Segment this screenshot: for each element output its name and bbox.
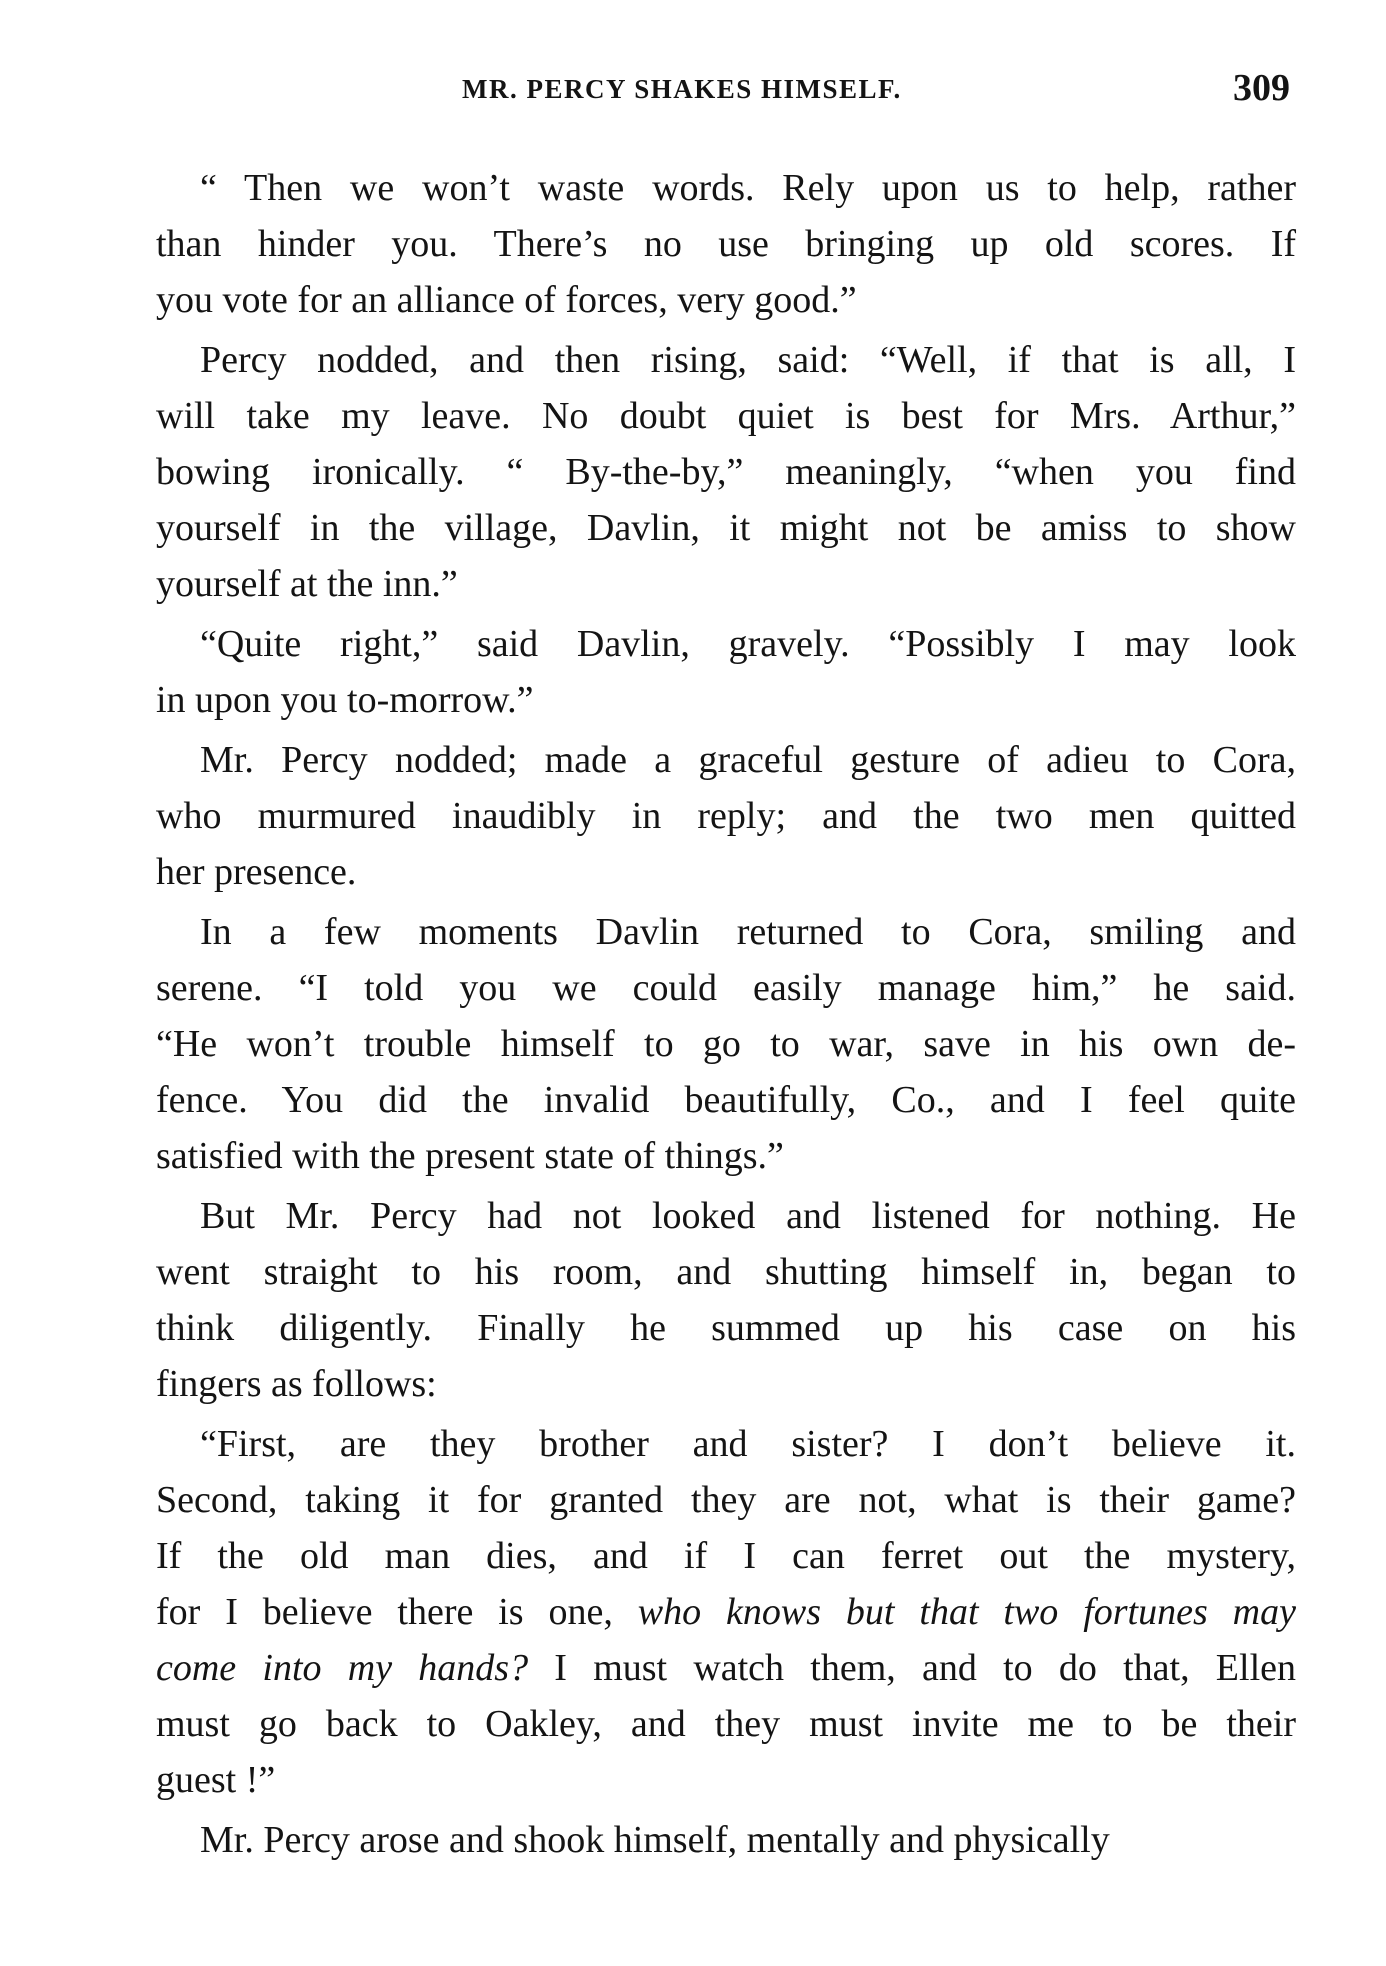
text-run: I must watch them, and to do that, Ellen bbox=[528, 1647, 1296, 1689]
running-head bbox=[0, 62, 1386, 122]
paragraph bbox=[156, 1812, 1296, 1868]
paragraph bbox=[156, 332, 1296, 612]
running-title: MR. PERCY SHAKES HIMSELF. bbox=[462, 74, 902, 104]
text-line: serene. “I told you we could easily manage him,” he said. bbox=[156, 967, 1296, 1009]
paragraph bbox=[156, 1416, 1296, 1808]
text-line: Mr. Percy nodded; made a graceful gesture of adieu to Cora, bbox=[200, 739, 1296, 781]
text-line-mixed bbox=[156, 1640, 1296, 1696]
text-line-mixed bbox=[156, 1584, 1296, 1640]
paragraph bbox=[156, 160, 1296, 328]
text-line: “He won’t trouble himself to go to war, save in his own de- bbox=[156, 1023, 1296, 1065]
text-line: fingers as follows: bbox=[156, 1363, 437, 1405]
text-line: think diligently. Finally he summed up his case on his bbox=[156, 1307, 1296, 1349]
text-line: her presence. bbox=[156, 851, 357, 893]
text-line: “Quite right,” said Davlin, gravely. “Possibly I may look bbox=[200, 623, 1296, 665]
text-line: “First, are they brother and sister? I don’t believe it. bbox=[200, 1423, 1296, 1465]
text-line: went straight to his room, and shutting himself in, began to bbox=[156, 1251, 1296, 1293]
text-line: must go back to Oakley, and they must invite me to be their bbox=[156, 1703, 1296, 1745]
italic-run: who knows but that two fortunes may bbox=[637, 1591, 1296, 1633]
italic-run: come into my hands? bbox=[156, 1647, 529, 1689]
text-line: satisfied with the present state of things.” bbox=[156, 1135, 784, 1177]
text-line: Mr. Percy arose and shook himself, mentally and physically bbox=[200, 1819, 1110, 1861]
text-line: But Mr. Percy had not looked and listened for nothing. He bbox=[200, 1195, 1296, 1237]
text-line: Percy nodded, and then rising, said: “Well, if that is all, I bbox=[200, 339, 1296, 381]
text-line: guest !” bbox=[156, 1759, 276, 1801]
text-line: fence. You did the invalid beautifully, Co., and I feel quite bbox=[156, 1079, 1296, 1121]
paragraph bbox=[156, 616, 1296, 728]
text-run: for I believe there is one, bbox=[156, 1591, 638, 1633]
paragraph bbox=[156, 1188, 1296, 1412]
text-line: you vote for an alliance of forces, very good.” bbox=[156, 279, 857, 321]
text-line: yourself at the inn.” bbox=[156, 563, 458, 605]
text-line: If the old man dies, and if I can ferret out the mystery, bbox=[156, 1535, 1296, 1577]
text-line: than hinder you. There’s no use bringing up old scores. If bbox=[156, 223, 1296, 265]
text-line: In a few moments Davlin returned to Cora, smiling and bbox=[200, 911, 1296, 953]
text-line: bowing ironically. “ By-the-by,” meaningly, “when you find bbox=[156, 451, 1296, 493]
text-line: in upon you to-morrow.” bbox=[156, 679, 534, 721]
text-line: yourself in the village, Davlin, it might not be amiss to show bbox=[156, 507, 1296, 549]
page-number: 309 bbox=[1233, 67, 1290, 109]
text-line: will take my leave. No doubt quiet is best for Mrs. Arthur,” bbox=[156, 395, 1296, 437]
text-line: Second, taking it for granted they are not, what is their game? bbox=[156, 1479, 1296, 1521]
text-line: who murmured inaudibly in reply; and the two men quitted bbox=[156, 795, 1296, 837]
body-text bbox=[156, 160, 1296, 1872]
paragraph bbox=[156, 904, 1296, 1184]
text-line: “ Then we won’t waste words. Rely upon us to help, rather bbox=[200, 167, 1296, 209]
paragraph bbox=[156, 732, 1296, 900]
